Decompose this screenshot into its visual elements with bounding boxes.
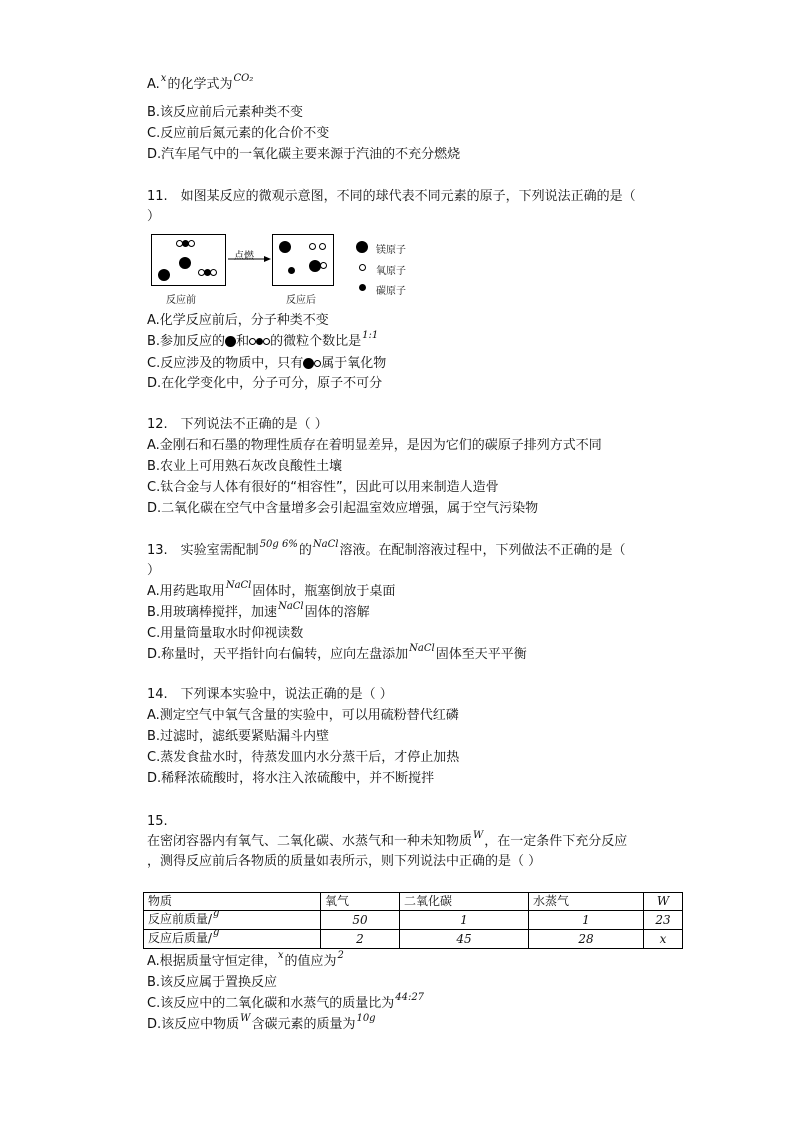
magnesium-atom (179, 257, 191, 269)
magnesium-atom-icon (225, 336, 236, 347)
oxygen-atom (319, 243, 326, 250)
q15-stem: 在密闭容器内有氧气、二氧化碳、水蒸气和一种未知物质$^W$，在一定条件下充分反应 (147, 830, 628, 849)
q15-stem-line2: ，测得反应前后各物质的质量如表所示，则下列说法中正确的是（ ） (147, 854, 542, 869)
oxygen-atom (320, 262, 327, 269)
oxygen-atom (210, 269, 217, 276)
magnesium-atom-icon (303, 358, 314, 369)
magnesium-legend-icon (356, 241, 368, 253)
q13-stem: 13. 实验室需配制$^{50g 6\%}$的$^{NaCl}$溶液。在配制溶液过程中，下列做法不正确的是（ (147, 539, 626, 558)
arrow-label: 点燃 (234, 251, 254, 262)
q15-option-c: C.该反应中的二氧化碳和水蒸气的质量比为$^{44:27}$ (147, 992, 425, 1011)
q15-option-b: B.该反应属于置换反应 (147, 975, 278, 990)
table-cell: 28 (529, 930, 644, 949)
legend-magnesium: 镁原子 (376, 245, 406, 256)
q11-option-a: A.化学反应前后，分子种类不变 (147, 313, 329, 328)
table-header: 氧气 (321, 893, 400, 911)
table-row (144, 930, 683, 949)
table-header: 水蒸气 (529, 893, 644, 911)
arrow-icon (228, 254, 272, 264)
row-label: 反应后质量/$^g$ (144, 930, 321, 949)
q10-option-c: C.反应前后氮元素的化合价不变 (147, 126, 330, 141)
q12-option-d: D.二氧化碳在空气中含量增多会引起温室效应增强，属于空气污染物 (147, 501, 539, 516)
table-row (144, 911, 683, 930)
q11-option-c: C.反应涉及的物质中，只有 属于氧化物 (147, 356, 387, 371)
before-box (151, 234, 226, 286)
q14-option-c: C.蒸发食盐水时，待蒸发皿内水分蒸干后，才停止加热 (147, 750, 460, 765)
table-cell: 2 (321, 930, 400, 949)
table-header: W (644, 893, 683, 911)
q10-option-b: B.该反应前后元素种类不变 (147, 105, 304, 120)
carbon-atom-icon (256, 338, 263, 345)
row-label: 反应前质量/$^g$ (144, 911, 321, 930)
q12-option-a: A.金刚石和石墨的物理性质存在着明显差异，是因为它们的碳原子排列方式不同 (147, 438, 602, 453)
q11-option-b: B.参加反应的 和 的微粒个数比是$^{1:1}$ (147, 330, 379, 349)
q13-option-d: D.称量时，天平指针向右偏转，应向左盘添加$^{NaCl}$固体至天平平衡 (147, 643, 527, 662)
q15-option-d: D.该反应中物质$^W$含碳元素的质量为$^{10g}$ (147, 1013, 376, 1032)
oxygen-legend-icon (359, 264, 366, 271)
after-label: 反应后 (286, 295, 316, 306)
q15-option-a: A.根据质量守恒定律，$^x$的值应为$^2$ (147, 950, 344, 969)
legend-oxygen: 氧原子 (376, 266, 406, 277)
q15-number: 15. (147, 814, 168, 829)
q12-option-b: B.农业上可用熟石灰改良酸性土壤 (147, 459, 343, 474)
q14-option-d: D.稀释浓硫酸时，将水注入浓硫酸中，并不断搅拌 (147, 771, 435, 786)
q14-option-b: B.过滤时，滤纸要紧贴漏斗内壁 (147, 729, 330, 744)
carbon-legend-icon (359, 284, 366, 291)
q12-stem: 12. 下列说法不正确的是（ ） (147, 417, 328, 432)
q14-option-a: A.测定空气中氧气含量的实验中，可以用硫粉替代红磷 (147, 708, 459, 723)
table-header: 二氧化碳 (400, 893, 529, 911)
q11-option-d: D.在化学变化中，分子可分，原子不可分 (147, 376, 383, 391)
table-header-row (144, 893, 683, 911)
q10-option-a: A.$^x$的化学式为$^{CO_2}$ (147, 73, 254, 92)
table-header: 物质 (144, 893, 321, 911)
table-cell: 50 (321, 911, 400, 930)
before-label: 反应前 (166, 295, 196, 306)
table-cell: 45 (400, 930, 529, 949)
oxygen-atom (188, 240, 195, 247)
after-box (272, 234, 334, 286)
q11-stem-close: ） (147, 209, 161, 224)
table-cell: 1 (400, 911, 529, 930)
legend-carbon: 碳原子 (376, 286, 406, 297)
q11-stem: 11. 如图某反应的微观示意图，不同的球代表不同元素的原子，下列说法正确的是（ (147, 189, 636, 204)
oxygen-atom (309, 243, 316, 250)
table-cell: 23 (644, 911, 683, 930)
q13-stem-close: ） (147, 563, 161, 578)
magnesium-atom (158, 269, 170, 281)
table-cell: x (644, 930, 683, 949)
carbon-atom (288, 267, 295, 274)
q12-option-c: C.钛合金与人体有很好的“相容性”，因此可以用来制造人造骨 (147, 480, 499, 495)
q14-stem: 14. 下列课本实验中，说法正确的是（ ） (147, 687, 393, 702)
oxygen-atom-icon (249, 338, 256, 345)
table-cell: 1 (529, 911, 644, 930)
q10-option-d: D.汽车尾气中的一氧化碳主要来源于汽油的不充分燃烧 (147, 147, 461, 162)
q13-option-c: C.用量筒量取水时仰视读数 (147, 626, 304, 641)
mass-table (143, 892, 683, 949)
q13-option-a: A.用药匙取用$^{NaCl}$固体时，瓶塞倒放于桌面 (147, 580, 396, 599)
magnesium-atom (279, 241, 291, 253)
q13-option-b: B.用玻璃棒搅拌，加速$^{NaCl}$固体的溶解 (147, 601, 370, 620)
